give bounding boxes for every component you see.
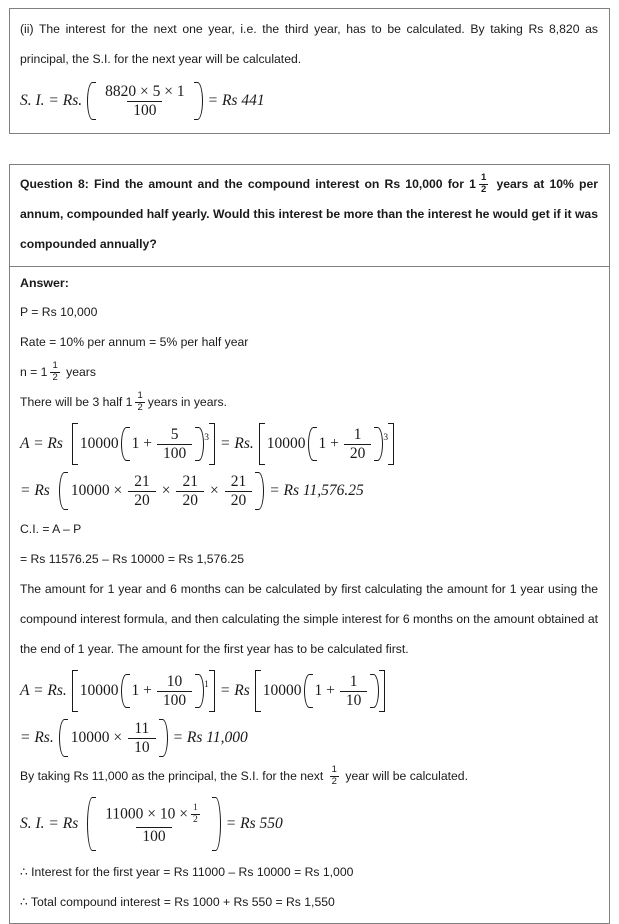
right-paren	[159, 719, 168, 757]
fraction-1	[157, 427, 192, 461]
n-fraction-denominator: 2	[52, 371, 58, 383]
by-taking-prefix: By taking Rs 11,000 as the principal, the S.I. for the next	[20, 769, 324, 783]
right-paren	[195, 674, 204, 708]
fraction-numerator: 10	[166, 673, 183, 690]
bracket-group-1	[72, 670, 215, 712]
line-halves-suffix: years in years.	[147, 395, 228, 409]
fraction	[99, 804, 209, 844]
paren-group	[59, 472, 264, 510]
formula-exp-lhs: = Rs	[20, 482, 50, 500]
formula-ay-lhs: A = Rs.	[20, 682, 67, 700]
by-taking-denominator: 2	[331, 775, 337, 787]
box1-formula-si	[20, 74, 598, 125]
fraction-denominator: 10	[128, 738, 156, 756]
fraction-numerator: 8820 × 5 × 1	[105, 83, 185, 100]
formula-ay-one2: 1 +	[314, 682, 335, 700]
fraction-denominator: 100	[157, 691, 192, 709]
right-bracket	[388, 423, 394, 465]
right-paren	[212, 797, 221, 851]
fraction-numerator: 21	[134, 473, 150, 490]
formula-ay-one1: 1 +	[131, 682, 152, 700]
mixed-fraction-denominator: 2	[480, 183, 487, 195]
left-paren	[304, 674, 313, 708]
box1-paragraph: (ii) The interest for the next one year, i.e. the third year, has to be calculated. By taking Rs 8,820 as principal, the S.I. for the next year will be calculated.	[20, 22, 598, 66]
fraction-b	[176, 474, 204, 508]
fraction-1	[157, 674, 192, 708]
formula-exp-base: 10000 ×	[70, 482, 123, 500]
formula-si-lhs: S. I. = Rs	[20, 815, 79, 833]
fraction-a	[128, 474, 156, 508]
fraction-numerator: 1	[353, 426, 362, 443]
fraction	[128, 721, 156, 755]
answer-label: Answer:	[20, 276, 69, 290]
line-total-ci: ∴ Total compound interest = Rs 1000 + Rs 550 = Rs 1,550	[20, 895, 335, 909]
n-fraction	[50, 361, 59, 383]
exponent-2: 3	[383, 433, 389, 444]
formula-exp-rhs: = Rs 11,576.25	[269, 482, 364, 500]
fraction-2	[340, 674, 368, 708]
right-paren	[194, 82, 203, 120]
by-taking-suffix: year will be calculated.	[345, 769, 468, 783]
right-paren	[195, 427, 204, 461]
line-n-years	[20, 357, 598, 387]
bracket-group-1	[72, 423, 215, 465]
formula-a-mid: = Rs.	[220, 435, 254, 453]
line-n-suffix: years	[66, 365, 96, 379]
paren-group-1	[121, 674, 205, 708]
halves-fraction-denominator: 2	[137, 401, 143, 413]
question-cell	[10, 165, 609, 266]
left-paren	[87, 82, 96, 120]
fraction-denominator: 20	[128, 491, 156, 509]
formula-a-one1: 1 +	[131, 435, 153, 453]
formula-si-rhs: = Rs 550	[225, 815, 283, 833]
fraction-numerator: 21	[230, 473, 247, 490]
left-paren	[308, 427, 317, 461]
paren-group-1	[121, 427, 205, 461]
formula-amount-expanded	[20, 469, 598, 514]
left-paren	[59, 472, 68, 510]
formula-ay-base1: 10000	[79, 682, 119, 700]
box1-formula-rhs: = Rs 441	[207, 92, 265, 110]
formula-a-base2: 10000	[266, 435, 306, 453]
fraction-numerator: 21	[182, 473, 198, 490]
line-halves-prefix: There will be 3 half 1	[20, 395, 133, 409]
box1-formula-lhs: S. I. = Rs.	[20, 92, 83, 110]
halves-fraction-numerator: 1	[137, 390, 143, 402]
fraction-denominator: 20	[176, 491, 204, 509]
line-halves	[20, 387, 598, 417]
numerator-text: 11000 × 10 ×	[105, 805, 189, 823]
line-ci-calc: = Rs 11576.25 – Rs 10000 = Rs 1,576.25	[20, 552, 245, 566]
formula-a-one2: 1 +	[318, 435, 339, 453]
halves-fraction	[135, 391, 144, 413]
fraction-numerator: 1	[349, 673, 358, 690]
right-bracket	[209, 423, 215, 465]
bracket-group-2	[255, 670, 386, 712]
line-explanation: The amount for 1 year and 6 months can be calculated by first calculating the amount for 1 year using the compound interest formula, and then calculating the simple interest for 6 months on the amount obtained at the end of 1 year. The amount for the first year has to be calculated first.	[20, 582, 598, 656]
left-paren	[121, 674, 130, 708]
fraction-numerator	[99, 804, 209, 827]
bracket-group-2	[259, 423, 394, 465]
box-gap	[9, 134, 610, 164]
question-label: Question 8:	[20, 177, 89, 191]
inner-numerator: 1	[193, 803, 198, 814]
fraction-numerator: 5	[170, 426, 179, 443]
question-text-part2: years at 10% per annum, compounded half yearly. Would this interest be more than the interest he would get if it was compounded annually?	[20, 177, 599, 251]
solution-box-part-ii	[9, 8, 610, 134]
formula-ay-mid: = Rs	[219, 682, 250, 700]
paren-group	[59, 719, 168, 757]
fraction-c	[225, 474, 253, 508]
left-paren	[59, 719, 68, 757]
line-ci-def: C.I. = A – P	[20, 522, 82, 536]
box1-content	[10, 9, 609, 133]
line-by-taking	[20, 761, 598, 791]
mixed-fraction-numerator: 1	[480, 172, 487, 184]
question-answer-box	[9, 164, 610, 924]
formula-simple-interest	[20, 791, 598, 857]
paren-group-2	[308, 427, 384, 461]
formula-a-base1: 10000	[79, 435, 119, 453]
n-fraction-numerator: 1	[52, 360, 58, 372]
line-n-prefix: n = 1	[20, 365, 48, 379]
formula-amount-halfyearly	[20, 417, 598, 469]
inner-denominator: 2	[193, 814, 198, 825]
left-paren	[87, 797, 96, 851]
line-rate: Rate = 10% per annum = 5% per half year	[20, 335, 249, 349]
right-paren	[374, 427, 383, 461]
formula-ay-base2: 10000	[262, 682, 302, 700]
paren-group-2	[304, 674, 380, 708]
exponent-1: 1	[204, 680, 209, 691]
fraction-numerator: 11	[134, 720, 150, 737]
formula-amount-yearly	[20, 664, 598, 716]
left-paren	[121, 427, 130, 461]
fraction-denominator: 100	[127, 101, 162, 119]
formula-ayr-lhs: = Rs.	[20, 729, 54, 747]
paren-group	[87, 82, 202, 120]
fraction-denominator: 20	[225, 491, 253, 509]
formula-a-lhs: A = Rs	[20, 435, 63, 453]
fraction-denominator: 20	[344, 444, 372, 462]
line-interest-first-year: ∴ Interest for the first year = Rs 11000 – Rs 10000 = Rs 1,000	[20, 865, 354, 879]
question-text	[20, 169, 598, 259]
paren-group	[87, 797, 221, 851]
formula-ayr-base: 10000 ×	[70, 729, 123, 747]
by-taking-fraction	[330, 765, 339, 787]
formula-amount-yearly-result	[20, 716, 598, 761]
exponent-1: 3	[204, 433, 210, 444]
right-paren	[255, 472, 264, 510]
times-1: ×	[161, 482, 171, 500]
question-text-part1: Find the amount and the compound interest on Rs 10,000 for 1	[94, 177, 476, 191]
right-paren	[370, 674, 379, 708]
question-mixed-fraction	[479, 173, 488, 195]
answer-label-cell	[10, 266, 609, 297]
formula-ayr-rhs: = Rs 11,000	[172, 729, 248, 747]
fraction-denominator: 10	[340, 691, 368, 709]
fraction-denominator: 100	[136, 827, 171, 845]
fraction	[99, 84, 190, 118]
line-principal: P = Rs 10,000	[20, 305, 98, 319]
fraction-denominator: 100	[157, 444, 192, 462]
answer-body-cell	[10, 297, 609, 923]
times-2: ×	[209, 482, 219, 500]
by-taking-numerator: 1	[331, 764, 337, 776]
right-bracket	[379, 670, 385, 712]
right-bracket	[209, 670, 215, 712]
fraction-2	[344, 427, 372, 461]
